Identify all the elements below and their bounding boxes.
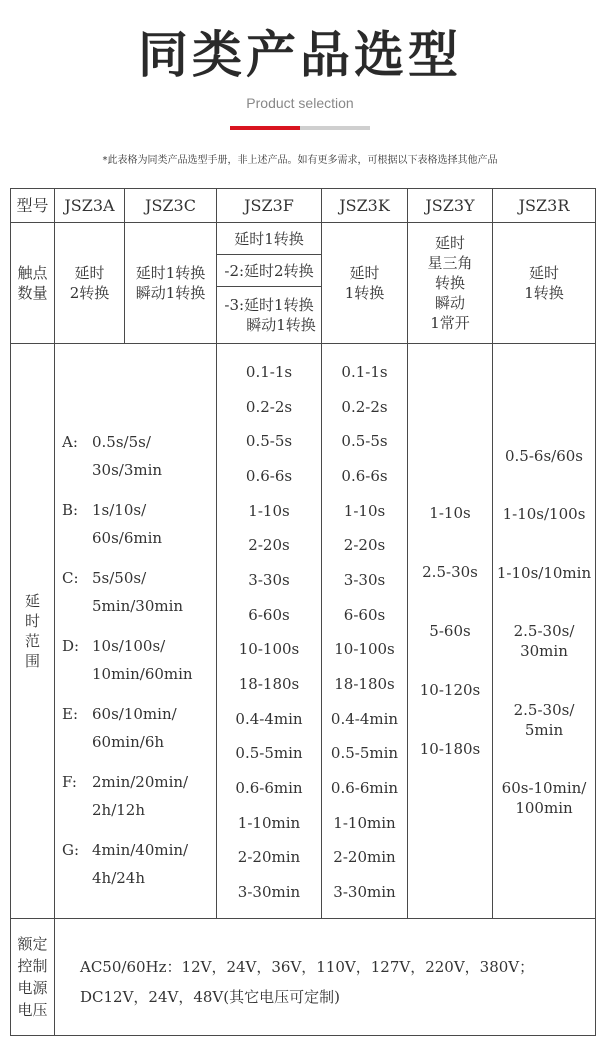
range-a-values (92, 564, 183, 620)
contacts-text: 延时 (434, 234, 465, 252)
contacts-jsz3f-1: 延时1转换 (234, 229, 304, 248)
range-value-group (497, 563, 591, 583)
range-value: 1-10s (248, 501, 290, 520)
range-value: 1-10min (237, 813, 301, 832)
range-value-group (503, 504, 586, 524)
model-jsz3a: JSZ3A (64, 195, 115, 215)
range-value: 2-20min (237, 848, 301, 867)
range-value: 2.5-30s/ (513, 700, 575, 719)
model-jsz3r: JSZ3R (518, 195, 570, 215)
table-row-divider (10, 918, 596, 919)
range-value: 0.6-6s (245, 466, 293, 485)
range-a-line: 60s/10min/ (92, 705, 177, 723)
power-ac-line: AC50/60Hz：12V，24V，36V，110V，127V，220V，380V； (80, 958, 535, 976)
contacts-text: 瞬动1转换 (246, 316, 316, 334)
range-a-line: 2h/12h (92, 801, 146, 819)
range-a-item (62, 836, 218, 892)
contacts-text: 1常开 (430, 314, 470, 332)
range-a-key: E: (62, 705, 79, 723)
range-a-item (62, 428, 218, 484)
range-a-values (92, 768, 188, 824)
range-a-line: 60s/6min (92, 529, 163, 547)
range-a-line: 2min/20min/ (92, 773, 189, 791)
range-value-group (505, 446, 583, 466)
range-value: 18-180s (334, 674, 395, 693)
range-a-item (62, 564, 218, 620)
contacts-text: 2转换 (69, 284, 110, 302)
range-value: 0.2-2s (245, 397, 293, 416)
label-voltage (13, 919, 52, 1035)
selection-note: *此表格为同类产品选型手册，非上述产品。如有更多需求，可根据以下表格选择其他产品 (102, 155, 498, 166)
range-value: 0.5-5min (235, 744, 303, 763)
range-a-key: C: (62, 569, 79, 587)
range-value: 1-10s/10min (496, 563, 592, 582)
range-value: 3-30s (248, 570, 290, 589)
model-jsz3c: JSZ3C (145, 195, 196, 215)
range-value: 2-20min (333, 848, 396, 867)
range-value: 3-30s (343, 570, 386, 589)
range-value: 60s-10min/ (501, 778, 587, 797)
range-a-values (92, 496, 162, 552)
range-value: 1-10s/100s (502, 505, 586, 524)
range-a-line: 60min/6h (92, 733, 165, 751)
contacts-jsz3a (55, 223, 124, 343)
range-a-key: B: (62, 501, 79, 519)
range-a-key: D: (62, 637, 80, 655)
range-a-line: 10s/100s/ (92, 637, 166, 655)
range-value: 1-10min (333, 813, 396, 832)
contacts-text: 瞬动1转换 (135, 284, 206, 302)
contacts-jsz3r (493, 223, 595, 343)
range-value: 0.6-6s (341, 466, 388, 485)
range-value: 2-20s (248, 536, 290, 555)
range-value: 0.5-6s/60s (504, 447, 583, 465)
contacts-jsz3f-3 (217, 287, 321, 343)
ranges-jsz3a (62, 428, 218, 904)
range-a-values (92, 632, 193, 688)
contacts-text: 瞬动 (434, 294, 465, 312)
range-a-values (92, 836, 188, 892)
range-value: 1-10s (429, 504, 471, 522)
range-a-line: 5s/50s/ (92, 569, 147, 587)
model-jsz3k: JSZ3K (339, 195, 390, 215)
range-a-line: 4h/24h (92, 869, 146, 887)
page-title: 同类产品选型 (138, 26, 462, 84)
contacts-jsz3f-2: -2:延时2转换 (224, 261, 314, 280)
label-delay-text: 延时范围 (24, 592, 40, 670)
range-value: 6-60s (248, 605, 290, 624)
table-row-divider (10, 343, 596, 344)
range-a-item (62, 632, 218, 688)
range-value-group (514, 700, 575, 740)
range-value-group (502, 778, 587, 818)
table-border-left (10, 188, 11, 1036)
range-a-line: 30s/3min (92, 461, 163, 479)
range-value-group (514, 621, 575, 661)
contacts-jsz3c (125, 223, 216, 343)
label-delay (13, 344, 52, 918)
model-jsz3y: JSZ3Y (425, 195, 475, 215)
contacts-text: 星三角 (427, 254, 473, 272)
range-value: 0.5-5s (341, 432, 388, 451)
table-border-bottom (10, 1035, 596, 1036)
model-jsz3f: JSZ3F (244, 195, 294, 215)
range-value: 1-10s (343, 501, 386, 520)
label-model: 型号 (16, 195, 49, 215)
label-voltage-text: 额定控制电源电压 (17, 935, 48, 1019)
contacts-text: 1转换 (344, 284, 385, 302)
range-a-item (62, 496, 218, 552)
range-value: 10-100s (238, 640, 300, 659)
contacts-text: 1转换 (524, 284, 564, 302)
range-a-line: 4min/40min/ (92, 841, 189, 859)
range-a-line: 0.5s/5s/ (92, 433, 151, 451)
ranges-jsz3y (408, 503, 492, 759)
power-dc-line: DC12V，24V，48V(其它电压可定制) (80, 988, 340, 1006)
range-value: 0.6-6min (330, 778, 399, 797)
power-voltage-text (80, 952, 595, 1012)
range-a-item (62, 700, 218, 756)
contacts-text: 延时1转换 (135, 264, 206, 282)
range-a-values (92, 428, 162, 484)
range-value: 6-60s (343, 605, 386, 624)
range-value: 2-20s (343, 536, 386, 555)
contacts-text: 延时 (528, 264, 559, 282)
range-a-key: F: (62, 773, 77, 791)
label-contacts-text: 触点数量 (17, 264, 48, 302)
contacts-text: 转换 (434, 274, 465, 292)
range-value: 18-180s (238, 674, 300, 693)
range-a-line: 10min/60min (92, 665, 193, 683)
range-value: 0.2-2s (341, 397, 388, 416)
range-value: 2.5-30s/ (513, 622, 575, 641)
ranges-jsz3r (493, 446, 595, 818)
range-value: 0.4-4min (235, 709, 303, 728)
range-value: 3-30min (333, 882, 396, 901)
range-a-key: G: (62, 841, 80, 859)
contacts-text: -3:延时1转换 (224, 296, 314, 314)
range-value: 2.5-30s (422, 563, 478, 581)
contacts-text: 延时 (74, 264, 105, 282)
table-border-right (595, 188, 596, 1036)
range-a-item (62, 768, 218, 824)
range-value: 0.5-5s (245, 432, 293, 451)
range-value: 5-60s (429, 622, 471, 640)
contacts-jsz3k (322, 223, 407, 343)
page-subtitle: Product selection (246, 95, 354, 111)
range-a-values (92, 700, 177, 756)
ranges-jsz3f (217, 362, 321, 902)
ranges-jsz3k (322, 362, 407, 902)
range-value: 0.1-1s (245, 363, 293, 381)
range-value: 0.1-1s (341, 363, 388, 381)
range-a-key: A: (62, 433, 78, 451)
range-a-line: 5min/30min (92, 597, 184, 615)
range-value: 0.6-6min (235, 778, 303, 797)
contacts-text: 延时 (349, 264, 380, 282)
range-value: 10-180s (419, 740, 481, 758)
range-value: 30min (520, 642, 568, 661)
range-a-line: 1s/10s/ (92, 501, 147, 519)
contacts-jsz3y (408, 223, 492, 343)
range-value: 0.4-4min (330, 709, 399, 728)
range-value: 5min (524, 720, 564, 739)
range-value: 0.5-5min (330, 744, 399, 763)
range-value: 10-120s (419, 681, 481, 699)
range-value: 10-100s (334, 640, 395, 659)
range-value: 3-30min (237, 882, 301, 901)
range-value: 100min (515, 798, 573, 817)
label-contacts (13, 223, 52, 343)
